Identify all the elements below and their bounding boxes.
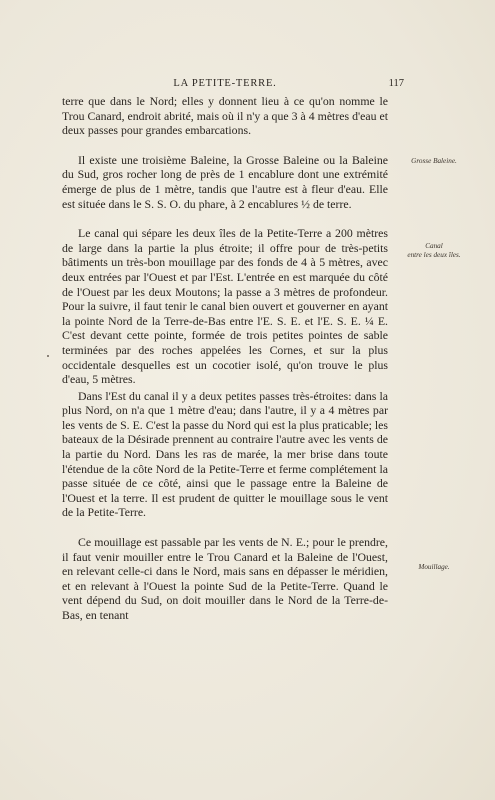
margin-note-grosse-baleine: Grosse Baleine. (411, 157, 457, 165)
paragraph-passes: Dans l'Est du canal il y a deux petites passes très-étroites: dans la plus Nord, on n'a que 1 mètre d'eau; dans l'autre, il y a 4 mètres par les vents de S. E. C'est la passe du Nord qui est la plus praticable; les bateaux de la Désirade prennent au contraire l'autre avec les vents de la partie du Nord. Dans les ras de marée, la mer brise dans toute l'étendue de la côte Nord de la Petite-Terre et ferme complétement la passe située de ce côté, ainsi que le passage entre la Baleine de l'Ouest et la terre. Il est prudent de quitter le mouillage sous le vent de la Petite-Terre. (62, 388, 388, 520)
paragraph-canal: Le canal qui sépare les deux îles de la Petite-Terre a 200 mètres de large dans la partie la plus étroite; il offre pour de très-petits bâtiments un très-bon mouillage par des fonds de 4 à 5 mètres, avec deux entrées par l'Ouest et par l'Est. L'entrée en est marquée du côté de l'Ouest par les deux Moutons; la passe a 3 mètres de profondeur. Pour la suivre, il faut tenir le canal bien ouvert et gouverner en ayant la pointe Nord de la Terre-de-Bas entre l'E. S. E. et l'E. S. E. ¼ E. C'est devant cette pointe, formée de trois petites pointes de sable terminées par des roches appelées les Cornes, et sur la plus occidentale desquelles est un cocotier isolé, qu'on trouve le plus d'eau, 5 mètres. (62, 226, 388, 387)
margin-note-canal-title: Canal (425, 242, 443, 250)
paragraph-continuation: terre que dans le Nord; elles y donnent lieu à ce qu'on nomme le Trou Canard, endroit abrité, mais où il n'y a que 3 à 4 mètres d'eau et deux passes pour grandes embarcations. (62, 94, 388, 138)
body-text (62, 94, 388, 623)
page-number: 117 (388, 78, 404, 89)
paragraph-grosse-baleine: Il existe une troisième Baleine, la Grosse Baleine ou la Baleine du Sud, gros rocher long de près de 1 encablure dont une extrémité émerge de plus de 1 mètre, tandis que l'autre est à fleur d'eau. Elle est située dans le S. S. O. du phare, à 2 encablures ½ de terre. (62, 152, 388, 211)
running-title: LA PETITE-TERRE. (173, 78, 277, 89)
ink-speck (47, 355, 49, 357)
paragraph-mouillage: Ce mouillage est passable par les vents de N. E.; pour le prendre, il faut venir mouiller entre le Trou Canard et la Baleine de l'Ouest, en relevant celle-ci dans le Nord, mais sans en dépasser le méridien, et en relevant à l'Ouest la pointe Sud de la Petite-Terre. Quand le vent dépend du Sud, on doit mouiller dans le Nord de la Terre-de-Bas, en tenant (62, 535, 388, 622)
page-header (62, 78, 404, 92)
margin-note-canal-subtitle: entre les deux îles. (407, 251, 461, 259)
margin-note-mouillage: Mouillage. (418, 563, 450, 571)
